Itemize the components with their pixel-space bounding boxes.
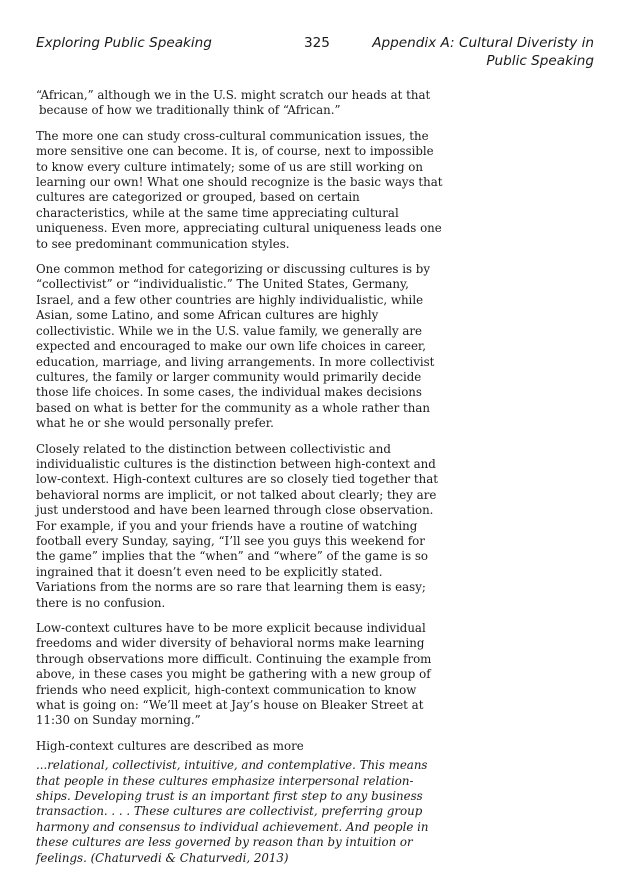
paragraph-1: “African,” although we in the U.S. might scratch our heads at that because of how we traditionally think of “African.”	[36, 88, 431, 118]
block-quote: ...relational, collectivist, intuitive, and contemplative. This means that people in these cultures emphasize interpersonal relationships. Developing trust is an important first step to any business transaction. . . . These cultures are collectivist, preferring group harmony and consensus to individual achievement. And people in these cultures are less governed by reason than by intuition or feelings. (Chaturvedi & Chaturvedi, 2013)	[36, 758, 429, 865]
paragraph-3: One common method for categorizing or discussing cultures is by “collectivist” or “individualistic.” The United States, Germany, Israel, and a few other countries are highly individualistic, while Asian, some Latino, and some African cultures are highly collectivistic. While we in the U.S. value family, we generally are expected and encouraged to make our own life choices in career, education, marriage, and living arrangements. In more collectivist cultures, the family or larger community would primarily decide those life choices. In some cases, the individual makes decisions based on what is better for the community as a whole rather than what he or she would personally prefer.	[36, 262, 435, 431]
book-title: Exploring Public Speaking	[36, 35, 212, 51]
body-text	[36, 88, 444, 876]
section-title-line2: Public Speaking	[486, 53, 594, 69]
paragraph-5: Low-context cultures have to be more explicit because individual freedoms and wider diversity of behavioral norms make learning through observations more difficult. Continuing the example from above, in these cases you might be gathering with a new group of friends who need explicit, high-context communication to know what is going on: “We’ll meet at Jay’s house on Bleaker Street at 11:30 on Sunday morning.”	[36, 621, 432, 728]
page-number: 325	[304, 35, 330, 51]
running-header	[36, 35, 594, 75]
section-title-line1: Appendix A: Cultural Diveristy in	[372, 35, 594, 51]
paragraph-2: The more one can study cross-cultural communication issues, the more sensitive one can become. It is, of course, next to impossible to know every culture intimately; some of us are still working on learning our own! What one should recognize is the basic ways that cultures are categorized or grouped, based on certain characteristics, while at the same time appreciating cultural uniqueness. Even more, appreciating cultural uniqueness leads one to see predominant communication styles.	[36, 128, 443, 251]
paragraph-6: High-context cultures are described as more	[36, 738, 304, 753]
paragraph-4: Closely related to the distinction between collectivistic and individualistic cultures is the distinction between high-context and low-context. High-context cultures are so closely tied together that behavioral norms are implicit, or not talked about clearly; they are just understood and have been learned through close observation. For example, if you and your friends have a routine of watching football every Sunday, saying, “I’ll see you guys this weekend for the game” implies that the “when” and “where” of the game is so ingrained that it doesn’t even need to be explicitly stated. Variations from the norms are so rare that learning them is easy; there is no confusion.	[36, 441, 438, 610]
